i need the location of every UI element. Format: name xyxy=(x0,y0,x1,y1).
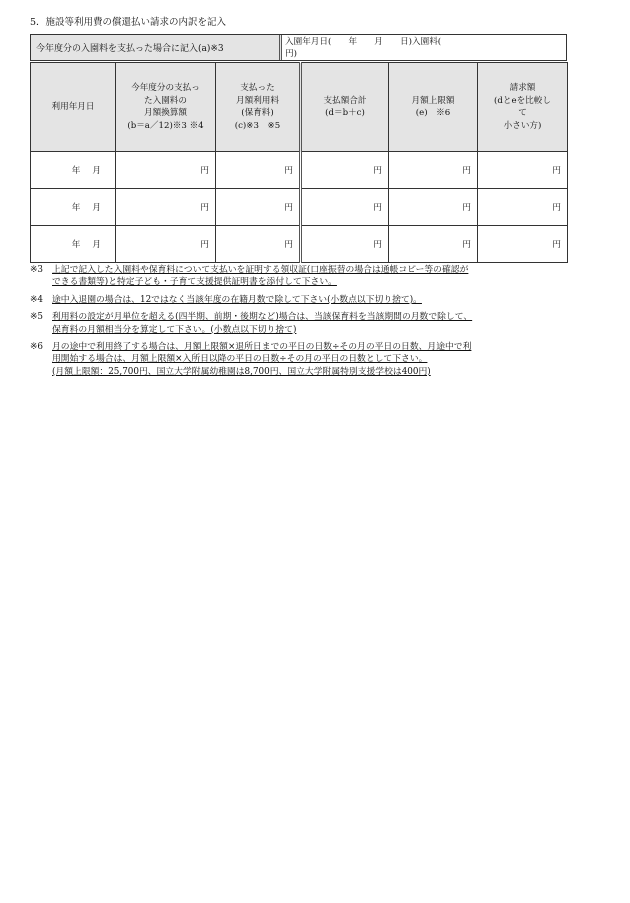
monthly-cap-cell[interactable] xyxy=(389,189,478,226)
header-usage-date xyxy=(31,63,116,152)
usage-date-cell[interactable] xyxy=(31,226,116,263)
footnote xyxy=(30,264,605,289)
footnote-text xyxy=(52,311,605,336)
monthly-cap-cell[interactable] xyxy=(389,226,478,263)
header-line: 支払額合計 xyxy=(323,95,367,106)
year-label: 年 xyxy=(71,166,81,176)
footnote-mark: ※5 xyxy=(30,312,43,323)
footnote xyxy=(30,341,605,378)
header-monthly-cap xyxy=(389,63,478,152)
total-paid-cell[interactable] xyxy=(301,189,389,226)
year-label: 年 xyxy=(71,203,81,213)
yen-unit: 円 xyxy=(284,240,293,250)
total-paid-cell[interactable] xyxy=(301,226,389,263)
header-line: 支払った xyxy=(240,83,275,93)
footnote-line: 上記で記入した入園料や保育料について支払いを証明する領収証(口座振替の場合は通帳コピー等の確認が xyxy=(52,265,469,275)
footnote-mark: ※6 xyxy=(30,342,43,353)
header-total-paid xyxy=(301,63,389,152)
month-label: 月 xyxy=(92,203,101,213)
footnote xyxy=(30,311,605,336)
footnote-text xyxy=(52,294,605,306)
header-line: 今年度分の支払っ xyxy=(131,83,200,93)
header-line: た入園料の xyxy=(144,95,187,106)
header-line: 利用年月日 xyxy=(51,101,95,112)
footnote-line: 途中入退園の場合は、12ではなく当該年度の在籍月数で除して下さい(小数点以下切り捨て)。 xyxy=(52,294,422,305)
table-row xyxy=(31,189,568,226)
footnote-mark: ※3 xyxy=(30,265,43,275)
footnote-text xyxy=(52,341,605,378)
header-line: (保育料) xyxy=(241,108,274,118)
header-line: (d＝b＋c) xyxy=(325,108,365,118)
footnote-line: (月額上限額：25,700円、国立大学附属幼稚園は8,700円、国立大学附属特別支援学校は400円) xyxy=(52,366,431,377)
yen-unit: 円 xyxy=(200,166,209,176)
yen-unit: 円 xyxy=(462,166,471,176)
admission-fee-label: 今年度分の入園料を支払った場合に記入(a)※3 xyxy=(31,35,282,60)
claim-breakdown-table xyxy=(30,62,568,263)
usage-date-cell[interactable] xyxy=(31,152,116,189)
yen-unit: 円 xyxy=(373,166,382,176)
month-label: 月 xyxy=(92,240,101,250)
yen-unit: 円 xyxy=(552,203,561,213)
header-line: 月額換算額 xyxy=(144,108,187,118)
total-paid-cell[interactable] xyxy=(301,152,389,189)
header-line: (dとeを比較し xyxy=(494,95,551,106)
admission-fee-yen: 円) xyxy=(285,49,297,59)
footnote-line: 月の途中で利用終了する場合は、月額上限額×退所日までの平日の日数÷その月の平日の日数、月途中で利 xyxy=(52,342,472,353)
yen-unit: 円 xyxy=(373,203,382,213)
footnotes xyxy=(30,264,605,383)
yen-unit: 円 xyxy=(200,240,209,250)
admission-date-line: 入園年月日( 年 月 日)入園料( xyxy=(285,37,442,47)
admission-monthly-cell[interactable] xyxy=(116,152,216,189)
header-line: (b＝a／12)※3 ※4 xyxy=(127,120,204,131)
yen-unit: 円 xyxy=(552,240,561,250)
header-line: 小さい方) xyxy=(503,120,542,131)
monthly-fee-cell[interactable] xyxy=(216,152,301,189)
admission-monthly-cell[interactable] xyxy=(116,226,216,263)
header-admission-monthly xyxy=(116,63,216,152)
footnote-line: 用開始する場合は、月額上限額×入所日以降の平日の日数÷その月の平日の日数として下さい。 xyxy=(52,354,428,365)
header-monthly-fee xyxy=(216,63,301,152)
footnote xyxy=(30,294,605,306)
yen-unit: 円 xyxy=(284,166,293,176)
yen-unit: 円 xyxy=(373,240,382,250)
footnote-mark: ※4 xyxy=(30,294,43,305)
header-claim-amount xyxy=(478,63,568,152)
header-line: 月額利用料 xyxy=(236,95,279,106)
section-heading: 5．施設等利用費の償還払い請求の内訳を記入 xyxy=(30,17,227,28)
monthly-fee-cell[interactable] xyxy=(216,226,301,263)
claim-amount-cell[interactable] xyxy=(478,189,568,226)
yen-unit: 円 xyxy=(462,240,471,250)
monthly-cap-cell[interactable] xyxy=(389,152,478,189)
claim-amount-cell[interactable] xyxy=(478,226,568,263)
yen-unit: 円 xyxy=(552,166,561,176)
yen-unit: 円 xyxy=(284,203,293,213)
header-line: 月額上限額 xyxy=(411,95,455,106)
header-line: 請求額 xyxy=(509,83,536,93)
admission-monthly-cell[interactable] xyxy=(116,189,216,226)
header-line: (c)※3 ※5 xyxy=(234,120,281,131)
usage-date-cell[interactable] xyxy=(31,189,116,226)
yen-unit: 円 xyxy=(462,203,471,213)
monthly-fee-cell[interactable] xyxy=(216,189,301,226)
header-line: て xyxy=(518,108,527,118)
year-label: 年 xyxy=(71,240,81,250)
table-row xyxy=(31,226,568,263)
footnote-line: できる書類等)と特定子ども・子育て支援提供証明書を添付して下さい。 xyxy=(52,277,337,288)
month-label: 月 xyxy=(92,166,101,176)
header-line: (e) ※6 xyxy=(415,108,451,118)
claim-amount-cell[interactable] xyxy=(478,152,568,189)
table-row xyxy=(31,152,568,189)
admission-fee-row xyxy=(30,34,567,61)
admission-date-fee-field[interactable] xyxy=(282,35,566,60)
yen-unit: 円 xyxy=(200,203,209,213)
footnote-line: 保育料の月額相当分を算定して下さい。(小数点以下切り捨て) xyxy=(52,324,297,335)
footnote-text xyxy=(52,264,605,289)
footnote-line: 利用料の設定が月単位を超える(四半期、前期・後期など)場合は、当該保育料を当該期間の月数で除して、 xyxy=(52,312,473,323)
